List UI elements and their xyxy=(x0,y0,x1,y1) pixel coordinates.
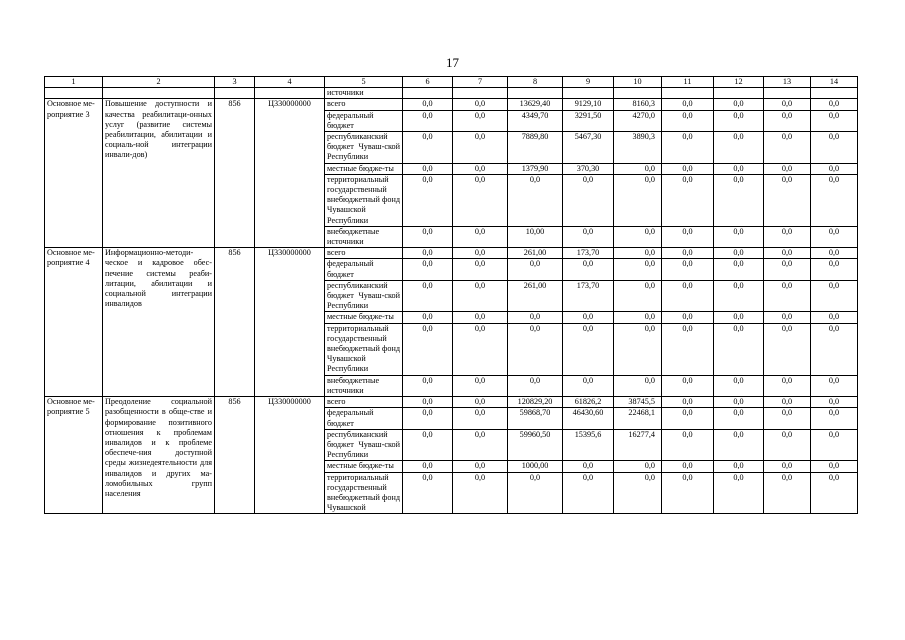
value-cell: 0,0 xyxy=(714,99,764,110)
value-cell: 0,0 xyxy=(811,99,858,110)
value-cell: 0,0 xyxy=(714,429,764,461)
column-header-2: 2 xyxy=(103,77,215,88)
value-cell: 0,0 xyxy=(453,163,508,174)
value-cell: 16277,4 xyxy=(614,429,662,461)
value-cell: 0,0 xyxy=(403,375,453,396)
value-cell: 0,0 xyxy=(563,375,614,396)
empty-cell xyxy=(453,88,508,99)
value-cell: 15395,6 xyxy=(563,429,614,461)
value-cell: 0,0 xyxy=(764,99,811,110)
value-cell: 22468,1 xyxy=(614,408,662,429)
value-cell: 0,0 xyxy=(714,472,764,514)
value-cell: 59960,50 xyxy=(508,429,563,461)
value-cell: 0,0 xyxy=(714,132,764,164)
value-cell: 0,0 xyxy=(764,163,811,174)
value-cell: 0,0 xyxy=(811,323,858,375)
value-cell: 0,0 xyxy=(662,375,714,396)
header-row xyxy=(45,77,858,88)
classification-code: Ц330000000 xyxy=(255,397,325,514)
value-cell: 0,0 xyxy=(453,429,508,461)
column-header-1: 1 xyxy=(45,77,103,88)
column-header-10: 10 xyxy=(614,77,662,88)
value-cell: 0,0 xyxy=(811,397,858,408)
value-cell: 3890,3 xyxy=(614,132,662,164)
value-cell: 38745,5 xyxy=(614,397,662,408)
funding-source: республиканский бюджет Чуваш-ской Республики xyxy=(325,280,403,312)
funding-source: федеральный бюджет xyxy=(325,110,403,131)
value-cell: 0,0 xyxy=(403,397,453,408)
value-cell: 1000,00 xyxy=(508,461,563,472)
value-cell: 120829,20 xyxy=(508,397,563,408)
value-cell: 0,0 xyxy=(403,461,453,472)
value-cell: 0,0 xyxy=(453,280,508,312)
value-cell: 0,0 xyxy=(453,323,508,375)
value-cell: 0,0 xyxy=(453,174,508,226)
column-header-5: 5 xyxy=(325,77,403,88)
value-cell: 0,0 xyxy=(764,280,811,312)
value-cell: 46430,60 xyxy=(563,408,614,429)
funding-source: федеральный бюджет xyxy=(325,259,403,280)
column-header-6: 6 xyxy=(403,77,453,88)
table-row xyxy=(45,397,858,408)
value-cell: 0,0 xyxy=(662,323,714,375)
value-cell: 0,0 xyxy=(403,110,453,131)
funding-source: всего xyxy=(325,248,403,259)
value-cell: 0,0 xyxy=(662,163,714,174)
value-cell: 0,0 xyxy=(714,375,764,396)
value-cell: 0,0 xyxy=(453,461,508,472)
value-cell: 0,0 xyxy=(614,226,662,247)
value-cell: 0,0 xyxy=(662,280,714,312)
value-cell: 0,0 xyxy=(614,323,662,375)
event-label: Основное ме-роприятие 3 xyxy=(45,99,103,248)
value-cell: 0,0 xyxy=(614,248,662,259)
value-cell: 0,0 xyxy=(508,323,563,375)
value-cell: 0,0 xyxy=(764,259,811,280)
value-cell: 0,0 xyxy=(811,226,858,247)
empty-cell xyxy=(563,88,614,99)
value-cell: 4349,70 xyxy=(508,110,563,131)
value-cell: 0,0 xyxy=(508,375,563,396)
value-cell: 9129,10 xyxy=(563,99,614,110)
grbs-code: 856 xyxy=(215,397,255,514)
empty-cell xyxy=(714,88,764,99)
empty-cell xyxy=(811,88,858,99)
value-cell: 261,00 xyxy=(508,248,563,259)
column-header-3: 3 xyxy=(215,77,255,88)
continuation-row xyxy=(45,88,858,99)
value-cell: 0,0 xyxy=(662,132,714,164)
value-cell: 0,0 xyxy=(811,132,858,164)
table-row xyxy=(45,99,858,110)
funding-source: внебюджетные источники xyxy=(325,375,403,396)
value-cell: 0,0 xyxy=(614,163,662,174)
value-cell: 0,0 xyxy=(614,472,662,514)
value-cell: 0,0 xyxy=(764,226,811,247)
empty-cell xyxy=(403,88,453,99)
value-cell: 0,0 xyxy=(811,472,858,514)
value-cell: 0,0 xyxy=(811,408,858,429)
value-cell: 0,0 xyxy=(714,397,764,408)
value-cell: 0,0 xyxy=(714,226,764,247)
value-cell: 0,0 xyxy=(811,429,858,461)
column-header-9: 9 xyxy=(563,77,614,88)
value-cell: 8160,3 xyxy=(614,99,662,110)
value-cell: 0,0 xyxy=(563,323,614,375)
value-cell: 0,0 xyxy=(811,248,858,259)
value-cell: 370,30 xyxy=(563,163,614,174)
value-cell: 0,0 xyxy=(453,312,508,323)
value-cell: 0,0 xyxy=(764,397,811,408)
value-cell: 0,0 xyxy=(811,312,858,323)
value-cell: 7889,80 xyxy=(508,132,563,164)
value-cell: 0,0 xyxy=(714,408,764,429)
empty-cell xyxy=(662,88,714,99)
value-cell: 0,0 xyxy=(508,174,563,226)
value-cell: 0,0 xyxy=(453,110,508,131)
column-header-4: 4 xyxy=(255,77,325,88)
value-cell: 0,0 xyxy=(662,408,714,429)
value-cell: 0,0 xyxy=(403,408,453,429)
value-cell: 0,0 xyxy=(453,408,508,429)
value-cell: 0,0 xyxy=(764,248,811,259)
value-cell: 0,0 xyxy=(764,312,811,323)
value-cell: 0,0 xyxy=(764,110,811,131)
empty-cell xyxy=(255,88,325,99)
funding-source: республиканский бюджет Чуваш-ской Республики xyxy=(325,429,403,461)
value-cell: 0,0 xyxy=(403,323,453,375)
value-cell: 0,0 xyxy=(403,132,453,164)
funding-source: республиканский бюджет Чуваш-ской Республики xyxy=(325,132,403,164)
empty-cell xyxy=(215,88,255,99)
value-cell: 0,0 xyxy=(403,174,453,226)
value-cell: 0,0 xyxy=(614,280,662,312)
value-cell: 0,0 xyxy=(508,312,563,323)
value-cell: 0,0 xyxy=(614,312,662,323)
value-cell: 0,0 xyxy=(508,472,563,514)
value-cell: 173,70 xyxy=(563,280,614,312)
value-cell: 0,0 xyxy=(403,429,453,461)
value-cell: 0,0 xyxy=(614,375,662,396)
classification-code: Ц330000000 xyxy=(255,248,325,397)
funding-source: территориальный государственный внебюджетный фонд Чувашской Республики xyxy=(325,174,403,226)
value-cell: 0,0 xyxy=(662,110,714,131)
empty-cell xyxy=(508,88,563,99)
value-cell: 0,0 xyxy=(811,461,858,472)
value-cell: 0,0 xyxy=(563,312,614,323)
value-cell: 0,0 xyxy=(714,280,764,312)
value-cell: 0,0 xyxy=(714,163,764,174)
value-cell: 13629,40 xyxy=(508,99,563,110)
value-cell: 0,0 xyxy=(714,174,764,226)
value-cell: 0,0 xyxy=(453,99,508,110)
grbs-code: 856 xyxy=(215,248,255,397)
value-cell: 0,0 xyxy=(811,259,858,280)
value-cell: 5467,30 xyxy=(563,132,614,164)
value-cell: 0,0 xyxy=(764,408,811,429)
empty-cell xyxy=(614,88,662,99)
value-cell: 0,0 xyxy=(714,323,764,375)
value-cell: 3291,50 xyxy=(563,110,614,131)
funding-source: территориальный государственный внебюджетный фонд Чувашской Республики xyxy=(325,323,403,375)
value-cell: 0,0 xyxy=(764,472,811,514)
funding-source: федеральный бюджет xyxy=(325,408,403,429)
value-cell: 0,0 xyxy=(662,461,714,472)
empty-cell xyxy=(764,88,811,99)
column-header-11: 11 xyxy=(662,77,714,88)
value-cell: 0,0 xyxy=(453,472,508,514)
value-cell: 0,0 xyxy=(811,110,858,131)
value-cell: 0,0 xyxy=(714,248,764,259)
value-cell: 0,0 xyxy=(764,375,811,396)
value-cell: 1379,90 xyxy=(508,163,563,174)
value-cell: 4270,0 xyxy=(614,110,662,131)
column-header-14: 14 xyxy=(811,77,858,88)
empty-cell xyxy=(103,88,215,99)
value-cell: 59868,70 xyxy=(508,408,563,429)
funding-source: всего xyxy=(325,99,403,110)
value-cell: 0,0 xyxy=(811,280,858,312)
value-cell: 0,0 xyxy=(764,461,811,472)
page-number: 17 xyxy=(446,55,459,70)
event-label: Основное ме-роприятие 5 xyxy=(45,397,103,514)
value-cell: 0,0 xyxy=(662,226,714,247)
value-cell: 10,00 xyxy=(508,226,563,247)
value-cell: 173,70 xyxy=(563,248,614,259)
column-header-13: 13 xyxy=(764,77,811,88)
value-cell: 0,0 xyxy=(811,163,858,174)
column-header-12: 12 xyxy=(714,77,764,88)
value-cell: 0,0 xyxy=(614,174,662,226)
funding-source: местные бюдже-ты xyxy=(325,163,403,174)
value-cell: 0,0 xyxy=(764,132,811,164)
value-cell: 0,0 xyxy=(563,461,614,472)
value-cell: 0,0 xyxy=(714,312,764,323)
value-cell: 0,0 xyxy=(563,226,614,247)
value-cell: 0,0 xyxy=(563,174,614,226)
value-cell: 0,0 xyxy=(662,429,714,461)
value-cell: 0,0 xyxy=(662,248,714,259)
grbs-code: 856 xyxy=(215,99,255,248)
value-cell: 0,0 xyxy=(662,312,714,323)
value-cell: 0,0 xyxy=(453,397,508,408)
column-header-7: 7 xyxy=(453,77,508,88)
table-row xyxy=(45,248,858,259)
event-name: Информационно-методи-ческое и кадровое обес-печение системы реаби-литации, абилитации и социальной интеграции инвалидов xyxy=(103,248,215,397)
value-cell: 0,0 xyxy=(403,99,453,110)
value-cell: 0,0 xyxy=(403,280,453,312)
value-cell: 0,0 xyxy=(662,472,714,514)
value-cell: 0,0 xyxy=(662,174,714,226)
budget-table xyxy=(44,76,858,514)
value-cell: 0,0 xyxy=(453,375,508,396)
empty-cell xyxy=(45,88,103,99)
value-cell: 0,0 xyxy=(662,397,714,408)
value-cell: 0,0 xyxy=(811,375,858,396)
value-cell: 0,0 xyxy=(453,259,508,280)
value-cell: 0,0 xyxy=(764,429,811,461)
value-cell: 0,0 xyxy=(764,174,811,226)
value-cell: 0,0 xyxy=(403,312,453,323)
funding-source: всего xyxy=(325,397,403,408)
value-cell: 0,0 xyxy=(614,461,662,472)
value-cell: 0,0 xyxy=(403,226,453,247)
source-cell: источники xyxy=(325,88,403,99)
value-cell: 0,0 xyxy=(714,259,764,280)
value-cell: 0,0 xyxy=(453,226,508,247)
value-cell: 0,0 xyxy=(563,259,614,280)
value-cell: 61826,2 xyxy=(563,397,614,408)
value-cell: 0,0 xyxy=(453,132,508,164)
value-cell: 261,00 xyxy=(508,280,563,312)
value-cell: 0,0 xyxy=(403,259,453,280)
event-name: Повышение доступности и качества реабилитаци-онных услуг (развитие системы реабилитации, абилитации и социаль-ной интеграции инвали-дов) xyxy=(103,99,215,248)
classification-code: Ц330000000 xyxy=(255,99,325,248)
value-cell: 0,0 xyxy=(403,472,453,514)
funding-source: внебюджетные источники xyxy=(325,226,403,247)
value-cell: 0,0 xyxy=(403,248,453,259)
funding-source: местные бюдже-ты xyxy=(325,461,403,472)
funding-source: территориальный государственный внебюджетный фонд Чувашской xyxy=(325,472,403,514)
funding-source: местные бюдже-ты xyxy=(325,312,403,323)
value-cell: 0,0 xyxy=(662,99,714,110)
value-cell: 0,0 xyxy=(714,461,764,472)
column-header-8: 8 xyxy=(508,77,563,88)
value-cell: 0,0 xyxy=(453,248,508,259)
value-cell: 0,0 xyxy=(563,472,614,514)
value-cell: 0,0 xyxy=(508,259,563,280)
event-label: Основное ме-роприятие 4 xyxy=(45,248,103,397)
value-cell: 0,0 xyxy=(764,323,811,375)
value-cell: 0,0 xyxy=(714,110,764,131)
value-cell: 0,0 xyxy=(662,259,714,280)
value-cell: 0,0 xyxy=(811,174,858,226)
value-cell: 0,0 xyxy=(614,259,662,280)
event-name: Преодоление социальной разобщенности в обще-стве и формирование позитивного отношения к проблемам инвалидов и к проблеме обеспече-ния доступной среды жизнедеятельности для инвалидов и других ма-ломобильных групп населения xyxy=(103,397,215,514)
value-cell: 0,0 xyxy=(403,163,453,174)
